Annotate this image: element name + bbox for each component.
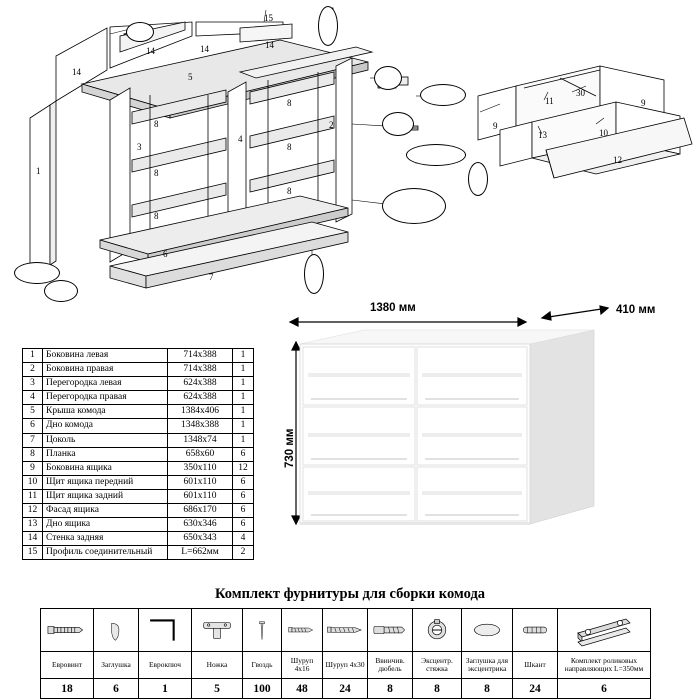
kit-item-count: 24 bbox=[513, 679, 558, 699]
parts-cell-size: 601x110 bbox=[168, 489, 233, 503]
kit-icon-cell bbox=[513, 609, 558, 652]
parts-cell-qty: 1 bbox=[233, 405, 254, 419]
part-callout-number: 9 bbox=[493, 121, 498, 131]
table-row bbox=[23, 377, 254, 391]
kit-item-name: Комплект роликовых направляющих L=350мм bbox=[558, 652, 651, 679]
callout-circle bbox=[420, 84, 466, 106]
kit-item-count: 5 bbox=[192, 679, 243, 699]
kit-icon-cell bbox=[192, 609, 243, 652]
parts-cell-name: Дно ящика bbox=[43, 518, 168, 532]
kit-item-name: Заглушка для эксцентрика bbox=[462, 652, 513, 679]
kit-icon-cell bbox=[243, 609, 282, 652]
part-callout-number: 14 bbox=[265, 40, 274, 50]
part-callout-number: 15 bbox=[264, 13, 273, 23]
shkant-icon bbox=[513, 609, 557, 651]
parts-cell-size: 686x170 bbox=[168, 504, 233, 518]
parts-cell-qty: 12 bbox=[233, 461, 254, 475]
screw-4x16-icon bbox=[282, 609, 322, 651]
kit-item-name: Эксцентр. стяжка bbox=[413, 652, 462, 679]
exploded-view-svg bbox=[0, 0, 700, 320]
parts-cell-idx: 6 bbox=[23, 419, 43, 433]
parts-list-table bbox=[22, 348, 254, 560]
parts-cell-qty: 1 bbox=[233, 363, 254, 377]
nail-icon bbox=[243, 609, 281, 651]
cam-lock-icon bbox=[413, 609, 461, 651]
parts-cell-name: Цоколь bbox=[43, 433, 168, 447]
kit-icon-cell bbox=[94, 609, 139, 652]
part-callout-number: 30 bbox=[576, 88, 585, 98]
parts-cell-qty: 6 bbox=[233, 475, 254, 489]
part-callout-number: 8 bbox=[287, 98, 292, 108]
parts-cell-idx: 14 bbox=[23, 532, 43, 546]
kit-item-count: 8 bbox=[368, 679, 413, 699]
parts-cell-size: 624x388 bbox=[168, 391, 233, 405]
parts-cell-name: Щит ящика задний bbox=[43, 489, 168, 503]
leg-icon bbox=[192, 609, 242, 651]
height-dimension-label: 730 мм bbox=[284, 428, 296, 468]
part-callout-number: 6 bbox=[163, 249, 168, 259]
parts-cell-name: Профиль соединительный bbox=[43, 546, 168, 560]
callout-circle bbox=[382, 188, 446, 224]
kit-item-name: Шуруп 4х30 bbox=[323, 652, 368, 679]
parts-cell-size: 624x388 bbox=[168, 377, 233, 391]
parts-cell-idx: 3 bbox=[23, 377, 43, 391]
part-callout-number: 7 bbox=[209, 272, 214, 282]
parts-cell-name: Крыша комода bbox=[43, 405, 168, 419]
product-render-svg bbox=[278, 300, 688, 560]
parts-cell-size: 1348x74 bbox=[168, 433, 233, 447]
callout-circle bbox=[304, 254, 324, 294]
kit-item-count: 8 bbox=[413, 679, 462, 699]
euroscrew-icon bbox=[41, 609, 93, 651]
table-row bbox=[23, 532, 254, 546]
table-row bbox=[23, 447, 254, 461]
parts-cell-qty: 6 bbox=[233, 504, 254, 518]
callout-circle bbox=[382, 112, 414, 136]
part-callout-number: 8 bbox=[287, 142, 292, 152]
parts-cell-qty: 1 bbox=[233, 349, 254, 363]
hardware-kit-table bbox=[40, 608, 651, 699]
part-callout-number: 5 bbox=[188, 72, 193, 82]
parts-cell-size: L=662мм bbox=[168, 546, 233, 560]
parts-cell-name: Перегородка правая bbox=[43, 391, 168, 405]
cap-icon bbox=[94, 609, 138, 651]
kit-icon-cell bbox=[282, 609, 323, 652]
part-callout-number: 8 bbox=[287, 186, 292, 196]
screw-4x30-icon bbox=[323, 609, 367, 651]
table-row bbox=[23, 546, 254, 560]
parts-cell-qty: 6 bbox=[233, 518, 254, 532]
parts-cell-idx: 11 bbox=[23, 489, 43, 503]
table-row bbox=[23, 363, 254, 377]
parts-cell-qty: 4 bbox=[233, 532, 254, 546]
kit-item-count: 6 bbox=[94, 679, 139, 699]
table-row bbox=[23, 475, 254, 489]
kit-icon-cell bbox=[41, 609, 94, 652]
hardware-kit-title: Комплект фурнитуры для сборки комода bbox=[214, 586, 486, 602]
part-callout-number: 8 bbox=[154, 168, 159, 178]
parts-cell-size: 714x388 bbox=[168, 363, 233, 377]
part-callout-number: 9 bbox=[641, 98, 646, 108]
part-callout-number: 14 bbox=[72, 67, 81, 77]
parts-cell-qty: 1 bbox=[233, 377, 254, 391]
kit-icon-cell bbox=[413, 609, 462, 652]
parts-cell-name: Фасад ящика bbox=[43, 504, 168, 518]
width-dimension-label: 1380 мм bbox=[370, 302, 416, 314]
parts-cell-idx: 9 bbox=[23, 461, 43, 475]
table-row bbox=[23, 461, 254, 475]
parts-cell-idx: 15 bbox=[23, 546, 43, 560]
kit-item-count: 1 bbox=[139, 679, 192, 699]
parts-cell-name: Дно комода bbox=[43, 419, 168, 433]
callout-circle bbox=[468, 162, 488, 196]
kit-icon-cell bbox=[139, 609, 192, 652]
parts-cell-idx: 5 bbox=[23, 405, 43, 419]
parts-cell-idx: 10 bbox=[23, 475, 43, 489]
parts-cell-size: 630x346 bbox=[168, 518, 233, 532]
parts-cell-qty: 6 bbox=[233, 447, 254, 461]
callout-circle bbox=[374, 66, 402, 90]
part-callout-number: 3 bbox=[137, 142, 142, 152]
cam-cap-icon bbox=[462, 609, 512, 651]
parts-cell-idx: 1 bbox=[23, 349, 43, 363]
kit-icon-cell bbox=[462, 609, 513, 652]
part-callout-number: 13 bbox=[538, 130, 547, 140]
kit-icon-cell bbox=[558, 609, 651, 652]
kit-icon-cell bbox=[368, 609, 413, 652]
parts-cell-qty: 6 bbox=[233, 489, 254, 503]
parts-cell-name: Перегородка левая bbox=[43, 377, 168, 391]
table-row bbox=[23, 489, 254, 503]
parts-cell-name: Боковина правая bbox=[43, 363, 168, 377]
parts-cell-idx: 2 bbox=[23, 363, 43, 377]
table-row bbox=[23, 518, 254, 532]
kit-icon-cell bbox=[323, 609, 368, 652]
parts-cell-size: 1348x388 bbox=[168, 419, 233, 433]
parts-cell-qty: 2 bbox=[233, 546, 254, 560]
parts-cell-name: Щит ящика передний bbox=[43, 475, 168, 489]
parts-cell-idx: 13 bbox=[23, 518, 43, 532]
table-row bbox=[23, 405, 254, 419]
part-callout-number: 8 bbox=[154, 119, 159, 129]
part-callout-number: 2 bbox=[329, 120, 334, 130]
callout-circle bbox=[318, 6, 338, 46]
parts-cell-idx: 12 bbox=[23, 504, 43, 518]
parts-cell-idx: 4 bbox=[23, 391, 43, 405]
part-callout-number: 11 bbox=[545, 96, 554, 106]
depth-dimension-label: 410 мм bbox=[616, 304, 656, 316]
parts-cell-size: 350x110 bbox=[168, 461, 233, 475]
kit-item-name: Еврокпюч bbox=[139, 652, 192, 679]
kit-item-count: 48 bbox=[282, 679, 323, 699]
exploded-view-diagram bbox=[0, 0, 700, 320]
product-photo-block bbox=[278, 300, 688, 560]
table-row bbox=[23, 504, 254, 518]
parts-cell-name: Боковина левая bbox=[43, 349, 168, 363]
kit-item-name: Евровинт bbox=[41, 652, 94, 679]
kit-item-count: 8 bbox=[462, 679, 513, 699]
kit-item-count: 100 bbox=[243, 679, 282, 699]
parts-cell-name: Стенка задняя bbox=[43, 532, 168, 546]
kit-item-count: 24 bbox=[323, 679, 368, 699]
part-callout-number: 14 bbox=[200, 44, 209, 54]
kit-item-name: Шкант bbox=[513, 652, 558, 679]
parts-cell-qty: 1 bbox=[233, 433, 254, 447]
table-row bbox=[23, 419, 254, 433]
part-callout-number: 10 bbox=[599, 128, 608, 138]
dowel-icon bbox=[368, 609, 412, 651]
part-callout-number: 4 bbox=[238, 134, 243, 144]
parts-cell-size: 650x343 bbox=[168, 532, 233, 546]
parts-cell-size: 1384x406 bbox=[168, 405, 233, 419]
allen-key-icon bbox=[139, 609, 191, 651]
parts-cell-name: Боковина ящика bbox=[43, 461, 168, 475]
parts-cell-idx: 7 bbox=[23, 433, 43, 447]
table-row bbox=[23, 391, 254, 405]
parts-cell-qty: 1 bbox=[233, 419, 254, 433]
callout-circle bbox=[126, 22, 154, 42]
parts-cell-size: 601x110 bbox=[168, 475, 233, 489]
roller-slide-icon bbox=[558, 609, 650, 651]
kit-item-name: Шуруп 4х16 bbox=[282, 652, 323, 679]
table-row bbox=[23, 349, 254, 363]
kit-item-name: Гвоздь bbox=[243, 652, 282, 679]
kit-item-name: Ввинчив. дюбель bbox=[368, 652, 413, 679]
parts-cell-size: 714x388 bbox=[168, 349, 233, 363]
part-callout-number: 8 bbox=[154, 211, 159, 221]
table-row bbox=[23, 433, 254, 447]
kit-item-name: Ножка bbox=[192, 652, 243, 679]
part-callout-number: 12 bbox=[613, 155, 622, 165]
kit-item-count: 18 bbox=[41, 679, 94, 699]
part-callout-number: 14 bbox=[146, 46, 155, 56]
parts-cell-size: 658x60 bbox=[168, 447, 233, 461]
parts-cell-name: Планка bbox=[43, 447, 168, 461]
part-callout-number: 1 bbox=[36, 166, 41, 176]
callout-circle bbox=[406, 144, 466, 166]
callout-circle bbox=[44, 280, 78, 302]
kit-item-count: 6 bbox=[558, 679, 651, 699]
parts-cell-qty: 1 bbox=[233, 391, 254, 405]
kit-item-name: Заглушка bbox=[94, 652, 139, 679]
parts-cell-idx: 8 bbox=[23, 447, 43, 461]
